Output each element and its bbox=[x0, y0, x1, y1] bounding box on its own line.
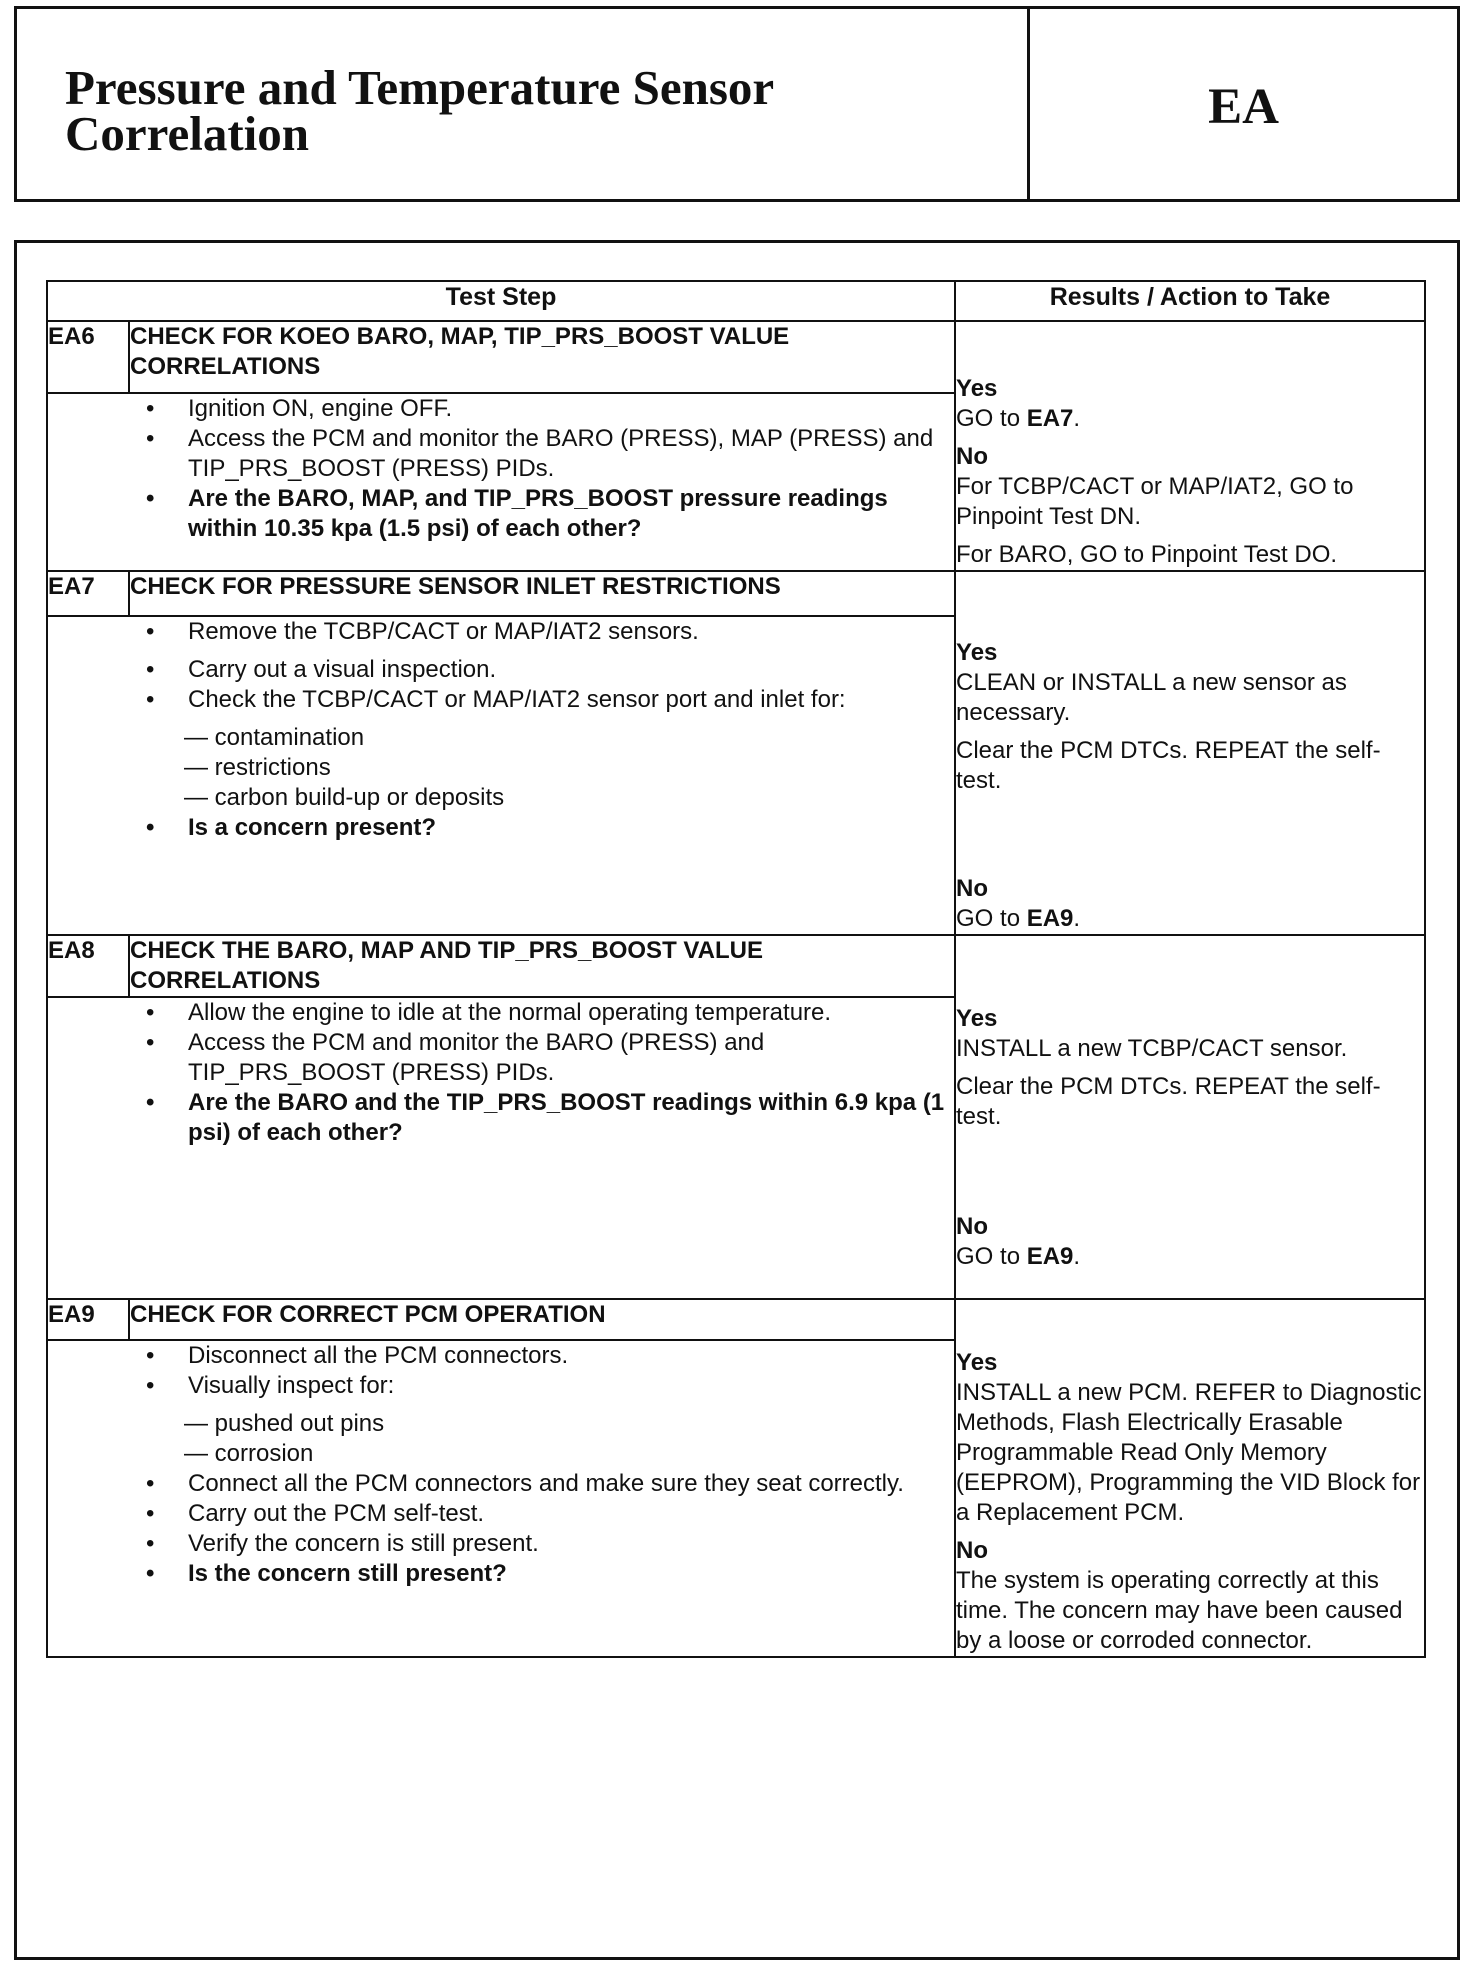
sub-list-item: — pushed out pins bbox=[184, 1409, 385, 1437]
page-header bbox=[14, 6, 1460, 202]
no-label: No bbox=[956, 875, 989, 902]
list-item: • Verify the concern is still present. bbox=[48, 1529, 954, 1559]
no-reference: EA9 bbox=[1026, 905, 1074, 932]
sub-list-item: — restrictions bbox=[184, 753, 331, 781]
list-item-question: • Is a concern present? bbox=[48, 813, 954, 843]
no-reference: EA9 bbox=[1026, 1243, 1074, 1270]
step-ea6-title-row bbox=[47, 321, 1425, 393]
sub-list-item: — corrosion bbox=[184, 1439, 314, 1467]
no-text: GO to bbox=[956, 1243, 1027, 1270]
test-step-table bbox=[46, 280, 1426, 1658]
yes-action-2: Clear the PCM DTCs. REPEAT the self-test. bbox=[956, 737, 1381, 794]
list-item-question: • Are the BARO and the TIP_PRS_BOOST readings within 6.9 kpa (1 psi) of each other? bbox=[48, 1088, 954, 1148]
step-id: EA8 bbox=[47, 935, 129, 997]
no-label: No bbox=[956, 1537, 989, 1564]
no-text: GO to bbox=[956, 905, 1027, 932]
step-ea7-title-row bbox=[47, 571, 1425, 616]
no-label: No bbox=[956, 1213, 989, 1240]
step-ea9-title-row bbox=[47, 1299, 1425, 1340]
yes-text: GO to bbox=[956, 405, 1027, 432]
step-title: CHECK FOR CORRECT PCM OPERATION bbox=[129, 1299, 955, 1340]
step-body bbox=[47, 997, 955, 1299]
step-ea8-title-row bbox=[47, 935, 1425, 997]
yes-reference: EA7 bbox=[1026, 405, 1074, 432]
list-item-question: • Is the concern still present? bbox=[48, 1559, 954, 1589]
list-item: • Allow the engine to idle at the normal operating temperature. bbox=[48, 998, 954, 1028]
step-title: CHECK FOR PRESSURE SENSOR INLET RESTRICTIONS bbox=[129, 571, 955, 616]
step-result bbox=[955, 321, 1425, 571]
yes-label: Yes bbox=[956, 639, 998, 666]
step-id: EA9 bbox=[47, 1299, 129, 1340]
page-title-line-1: Pressure and Temperature Sensor bbox=[65, 60, 775, 115]
step-result bbox=[955, 571, 1425, 935]
column-header-results: Results / Action to Take bbox=[955, 281, 1425, 321]
yes-action: INSTALL a new PCM. REFER to Diagnostic Methods, Flash Electrically Erasable Programmable Read Only Memory (EEPROM), Programming the VID Block for a Replacement PCM. bbox=[956, 1379, 1422, 1526]
no-action-2: For BARO, GO to Pinpoint Test DO. bbox=[956, 541, 1338, 568]
sub-list-item: — contamination bbox=[184, 723, 365, 751]
yes-label: Yes bbox=[956, 375, 998, 402]
no-action: GO to EA9. bbox=[956, 1243, 1081, 1270]
yes-action-2: Clear the PCM DTCs. REPEAT the self-test. bbox=[956, 1073, 1381, 1130]
yes-label: Yes bbox=[956, 1349, 998, 1376]
list-item: • Remove the TCBP/CACT or MAP/IAT2 sensors. bbox=[48, 617, 954, 647]
list-item: • Visually inspect for: bbox=[48, 1371, 954, 1401]
step-id: EA7 bbox=[47, 571, 129, 616]
list-item: • Check the TCBP/CACT or MAP/IAT2 sensor port and inlet for: bbox=[48, 685, 954, 715]
no-label: No bbox=[956, 443, 989, 470]
step-body bbox=[47, 616, 955, 935]
list-item: • Carry out a visual inspection. bbox=[48, 655, 954, 685]
list-item-question: • Are the BARO, MAP, and TIP_PRS_BOOST pressure readings within 10.35 kpa (1.5 psi) of each other? bbox=[48, 484, 954, 544]
list-item: • Access the PCM and monitor the BARO (PRESS), MAP (PRESS) and TIP_PRS_BOOST (PRESS) PIDs. bbox=[48, 424, 954, 484]
list-item: • Access the PCM and monitor the BARO (PRESS) and TIP_PRS_BOOST (PRESS) PIDs. bbox=[48, 1028, 954, 1088]
list-item: • Ignition ON, engine OFF. bbox=[48, 394, 954, 424]
step-id: EA6 bbox=[47, 321, 129, 393]
sub-list-item: — carbon build-up or deposits bbox=[184, 783, 505, 811]
step-body bbox=[47, 1340, 955, 1657]
step-body bbox=[47, 393, 955, 571]
yes-action-1: CLEAN or INSTALL a new sensor as necessary. bbox=[956, 669, 1347, 726]
no-action: GO to EA9. bbox=[956, 905, 1081, 932]
no-action-1: For TCBP/CACT or MAP/IAT2, GO to Pinpoint Test DN. bbox=[956, 473, 1354, 530]
section-code: EA bbox=[1208, 79, 1279, 135]
page-title-line-2: Correlation bbox=[65, 106, 310, 161]
list-item: • Carry out the PCM self-test. bbox=[48, 1499, 954, 1529]
yes-label: Yes bbox=[956, 1005, 998, 1032]
step-result bbox=[955, 1299, 1425, 1657]
page-title bbox=[17, 9, 1030, 199]
step-title: CHECK THE BARO, MAP AND TIP_PRS_BOOST VALUE CORRELATIONS bbox=[129, 935, 955, 997]
column-header-test-step: Test Step bbox=[47, 281, 955, 321]
yes-action-1: INSTALL a new TCBP/CACT sensor. bbox=[956, 1035, 1348, 1062]
list-item: • Connect all the PCM connectors and make sure they seat correctly. bbox=[48, 1469, 954, 1499]
no-action: The system is operating correctly at this time. The concern may have been caused by a loose or corroded connector. bbox=[956, 1567, 1403, 1654]
yes-action: GO to EA7. bbox=[956, 405, 1081, 432]
step-result bbox=[955, 935, 1425, 1299]
step-title: CHECK FOR KOEO BARO, MAP, TIP_PRS_BOOST VALUE CORRELATIONS bbox=[129, 321, 955, 393]
list-item: • Disconnect all the PCM connectors. bbox=[48, 1341, 954, 1371]
